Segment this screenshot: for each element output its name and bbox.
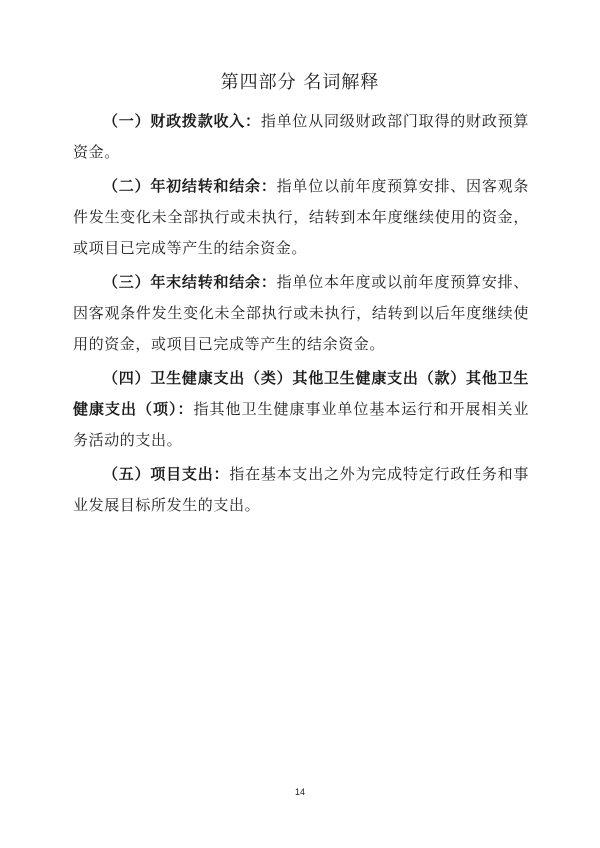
term-definition: 指在基本支出之外为完成特定行政任务和事业发展目标所发生的支出。 <box>73 465 529 514</box>
definition-item-4 <box>73 363 529 456</box>
page-title: 第四部分 名词解释 <box>220 72 380 93</box>
term-label: （二）年初结转和结余： <box>103 177 277 195</box>
definition-item-3 <box>73 267 529 360</box>
definitions-list <box>73 106 529 524</box>
term-definition: 指其他卫生健康事业单位基本运行和开展相关业务活动的支出。 <box>73 400 529 449</box>
term-label: （五）项目支出： <box>103 465 230 483</box>
definition-item-5 <box>73 459 529 521</box>
definition-item-2 <box>73 171 529 264</box>
term-definition: 指单位以前年度预算安排、因客观条件发生变化未全部执行或未执行，结转到本年度继续使用的资金，或项目已完成等产生的结余资金。 <box>73 177 529 257</box>
page-number: 14 <box>294 787 305 797</box>
term-definition: 指单位本年度或以前年度预算安排、因客观条件发生变化未全部执行或未执行，结转到以后年度继续使用的资金，或项目已完成等产生的结余资金。 <box>73 273 529 353</box>
term-label: （四）卫生健康支出（类）其他卫生健康支出（款）其他卫生健康支出（项）： <box>73 369 529 418</box>
term-label: （一）财政拨款收入： <box>103 112 261 130</box>
term-label: （三）年末结转和结余： <box>103 273 277 291</box>
definition-item-1 <box>73 106 529 168</box>
term-definition: 指单位从同级财政部门取得的财政预算资金。 <box>73 112 529 161</box>
